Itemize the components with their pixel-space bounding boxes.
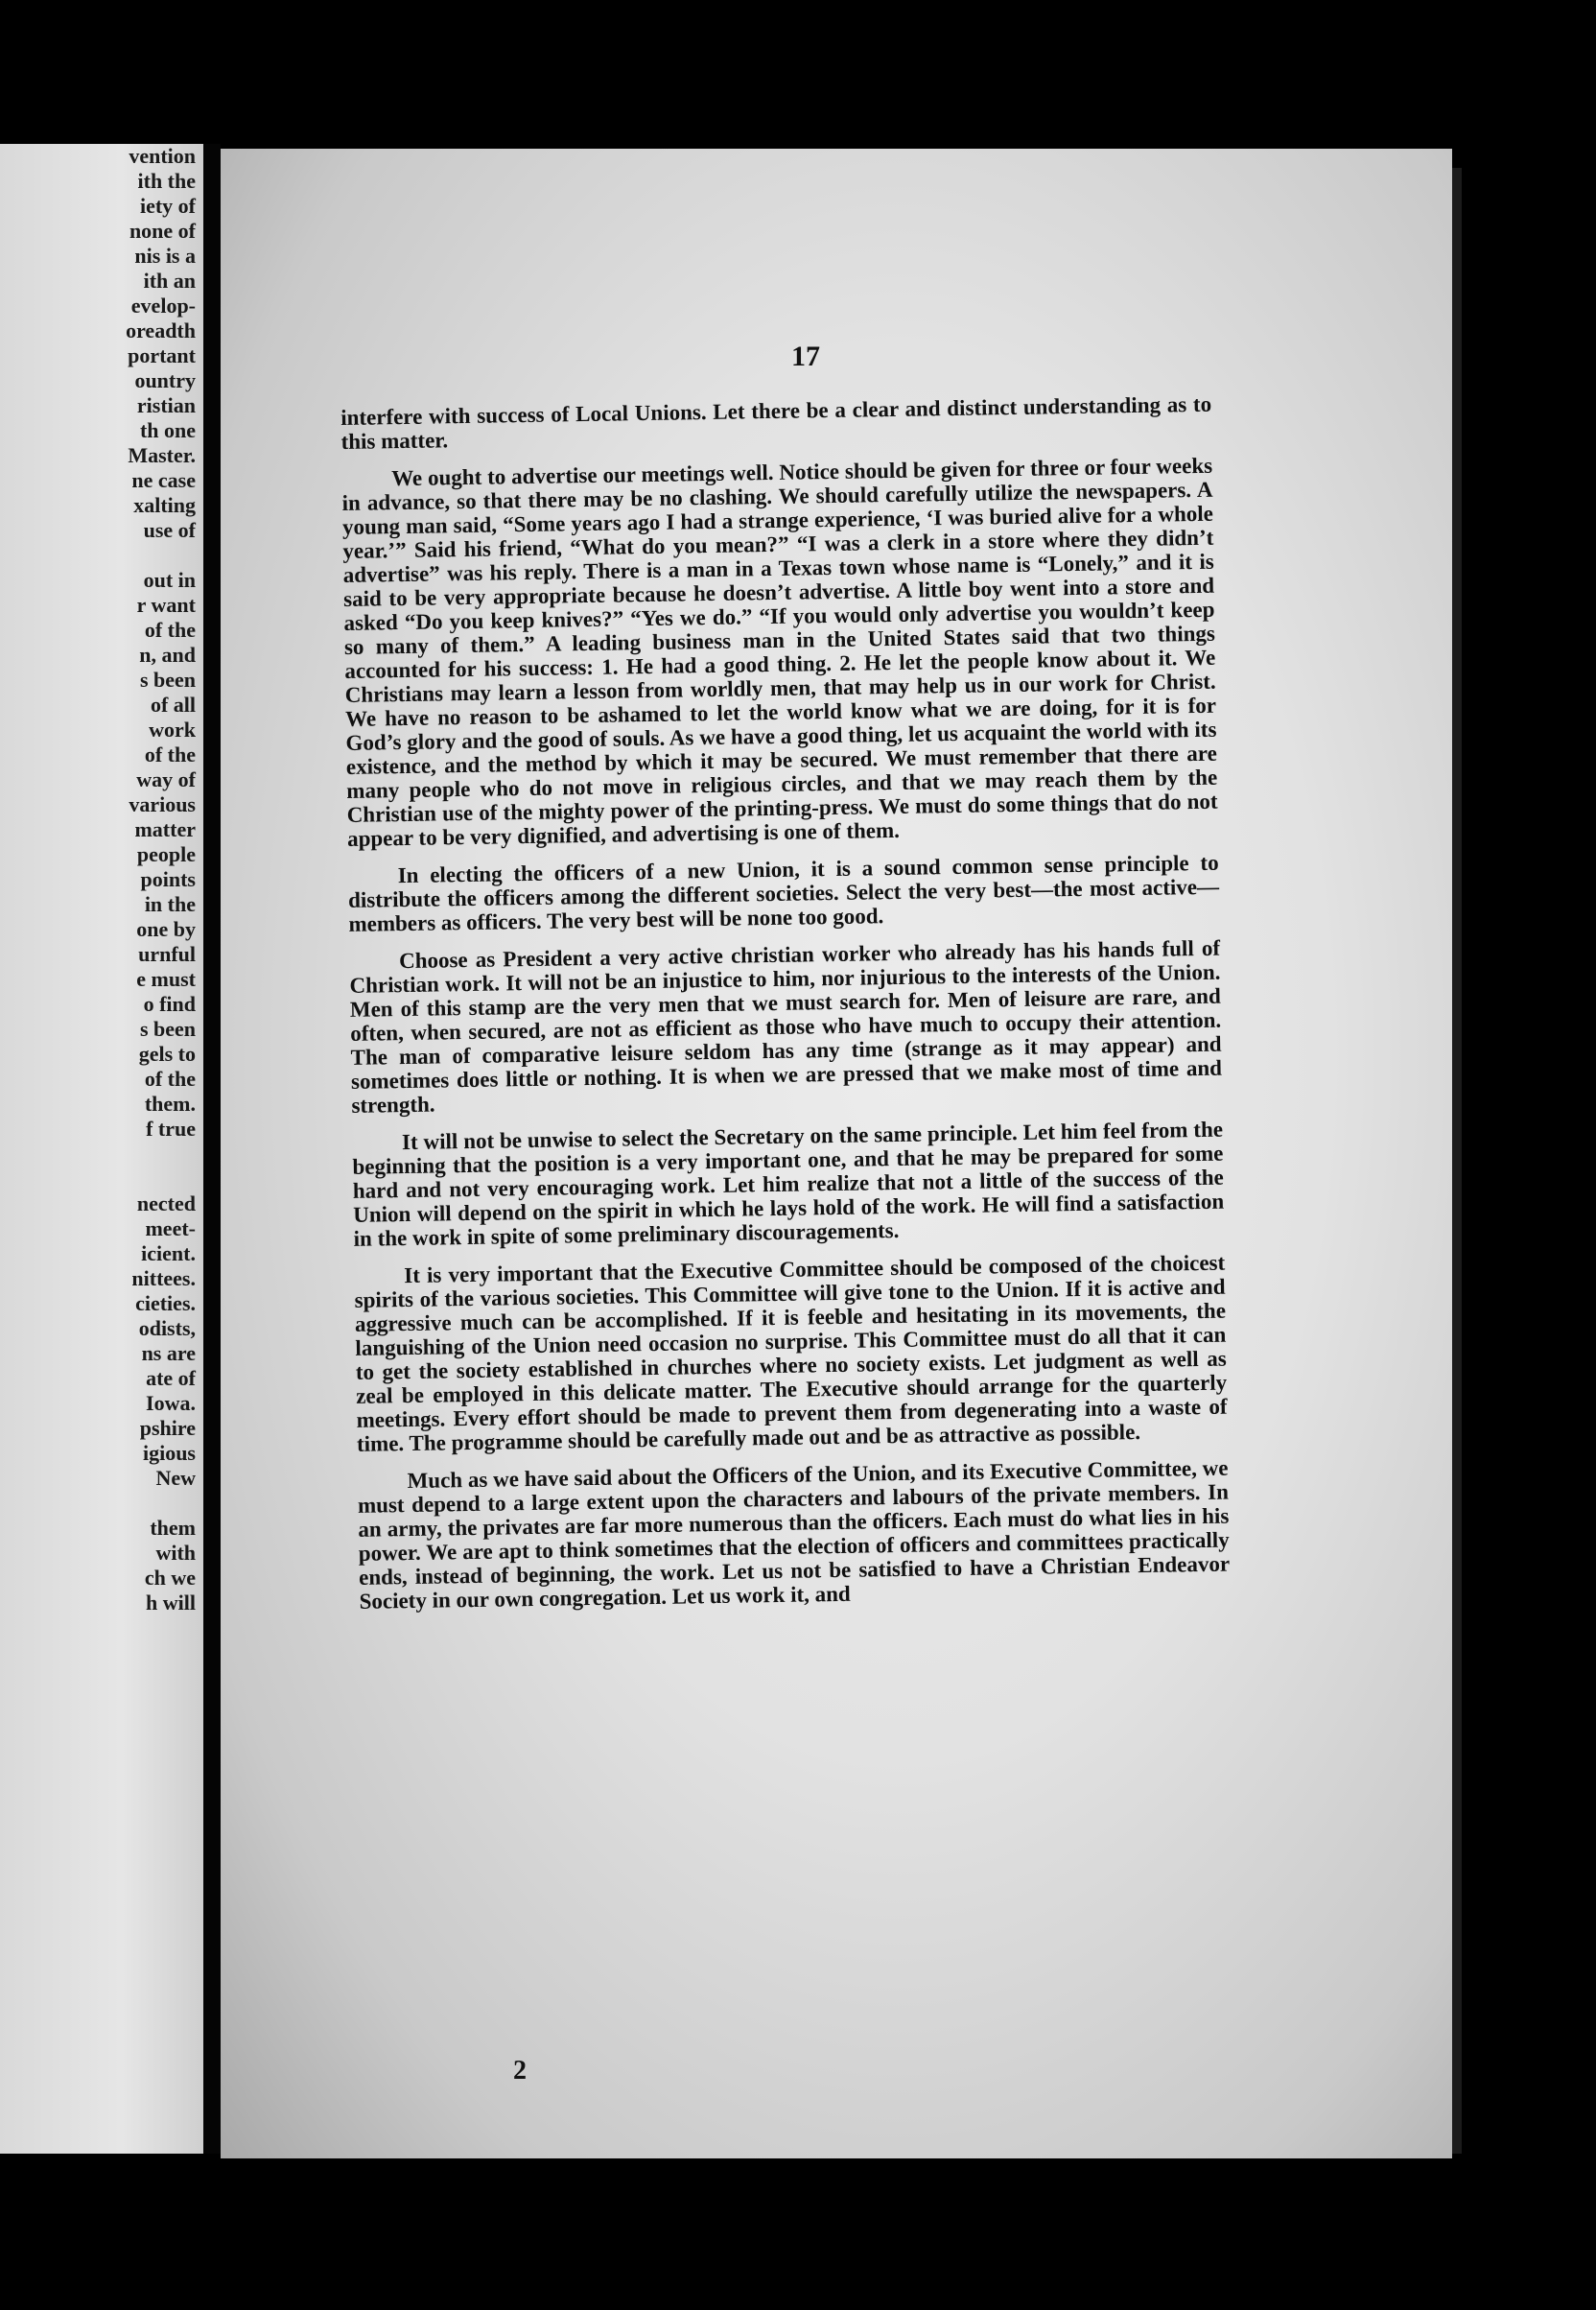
facing-page-line (4, 1491, 196, 1516)
facing-page-line: nittees. (131, 1266, 196, 1290)
facing-page-line: out in (143, 568, 196, 592)
facing-page-line: pshire (139, 1416, 196, 1440)
facing-page-line: h will (146, 1591, 196, 1615)
paragraph: Choose as President a very active christian worker who already has his hands full of Christian work. It will not be an injustice to him, nor injurious to the interests of the Union. Men of this stamp are the very men that we must search for. Men of leisure are rare, and often, when secured, are not as efficient as those who have much to occupy their attention. The man of comparative leisure seldom has any time (strange as it may appear) and sometimes does little or nothing. It is when we are pressed that we make most of time and strength. (349, 935, 1223, 1118)
facing-page-line: ith an (143, 269, 196, 293)
facing-page-line: n, and (139, 643, 196, 667)
document-page (221, 149, 1452, 2158)
facing-page-line: work (149, 718, 196, 742)
page-edge (1452, 168, 1462, 2154)
facing-page-text (4, 144, 196, 1615)
facing-page-line: Master. (128, 443, 196, 467)
facing-page-line: New (155, 1466, 196, 1490)
facing-page-line: nis is a (134, 244, 196, 268)
paragraph: It will not be unwise to select the Secretary on the same principle. Let him feel from the beginning that the position is a very important one, and that he may be prepared for some hard and not very encouraging work. Let him realize that not a little of the success of the Union will depend on the spirit in which he lays hold of the work. He will find a satisfaction in the work in spite of some preliminary discouragements. (352, 1117, 1225, 1251)
facing-page-line: igious (142, 1441, 196, 1465)
facing-page-line: ne case (131, 468, 196, 492)
facing-page-line: meet- (145, 1216, 196, 1240)
facing-page-line: of the (144, 1067, 196, 1091)
facing-page-line: Iowa. (146, 1391, 196, 1415)
facing-page-line: icient. (141, 1241, 196, 1265)
facing-page-line: gels to (138, 1042, 196, 1066)
paragraph: We ought to advertise our meetings well. Notice should be given for three or four weeks in advance, so that there may be no clashing. We should carefully utilize the newspapers. A young man said, “Some years ago I had a strange experience, ‘I was buried alive for a whole year.’” Said his friend, “What do you mean?” “I was a clerk in a store where they didn’t advertise” was his reply. There is a man in a Texas town whose name is “Lonely,” and it is said to be very appropriate because he doesn’t advertise. A little boy went into a store and asked “Do you keep knives?” “Yes we do.” “If you would only advertise you wouldn’t keep so many of them.” A leading business man in the United States said that two things accounted for his success: 1. He had a good thing. 2. He let the people know about it. We Christians may learn a lesson from worldly men, that may help us in our work for Christ. We have no reason to be ashamed to let the world know what we are doing, for it is for God’s glory and the good of souls. As we have a good thing, let us acquaint the world with its existence, and the method by which it may be secured. We must remember that there are many people who do not move in religious circles, and that we may reach them by the Christian use of the mighty power of the printing-press. We must do some things that do not appear to be very dignified, and advertising is one of them. (341, 453, 1218, 851)
facing-page-line: them. (144, 1092, 196, 1116)
signature-mark: 2 (513, 2056, 527, 2086)
facing-page-line: oreadth (126, 318, 196, 342)
paragraph: In electing the officers of a new Union, it is a sound common sense principle to distribute the officers among the different societies. Select the very best—the most active—members as officers. The very best will be none too good. (347, 850, 1220, 936)
body-text (340, 392, 1231, 1627)
facing-page-line: ns are (141, 1341, 196, 1365)
facing-page-fragment (0, 144, 203, 2154)
facing-page-line: f true (146, 1117, 196, 1141)
facing-page-line: vention (129, 144, 196, 168)
paragraph: Much as we have said about the Officers of the Union, and its Executive Committee, we must depend to a large extent upon the characters and labours of the private members. In an army, the privates are far more numerous than the officers. Each must do what lies in his power. We are apt to think sometimes that the election of officers and committees practically ends, instead of beginning, the work. Let us not be satisfied to have a Christian Endeavor Society in our own congregation. Let us work it, and (357, 1455, 1231, 1614)
facing-page-line: th one (139, 418, 196, 442)
facing-page-line: nected (136, 1191, 196, 1215)
facing-page-line: way of (136, 767, 196, 791)
facing-page-line (4, 543, 196, 568)
facing-page-line: them (150, 1516, 196, 1540)
facing-page-line: o find (143, 992, 196, 1016)
facing-page-line: urnful (138, 942, 196, 966)
facing-page-line: ch we (144, 1566, 196, 1590)
facing-page-line: portant (128, 343, 196, 367)
facing-page-line: odists, (138, 1316, 196, 1340)
facing-page-line: with (155, 1541, 196, 1565)
facing-page-line: e must (136, 967, 196, 991)
page-number: 17 (791, 341, 820, 372)
facing-page-line: one by (136, 917, 196, 941)
facing-page-line: ith the (137, 169, 196, 193)
binding-gutter (203, 144, 221, 2154)
facing-page-line: people (136, 842, 196, 866)
facing-page-line: none of (129, 219, 196, 243)
facing-page-line: various (129, 792, 196, 816)
facing-page-line: cieties. (135, 1291, 196, 1315)
facing-page-line: of all (150, 693, 196, 717)
facing-page-line: xalting (133, 493, 196, 517)
facing-page-line: of the (144, 742, 196, 766)
paragraph: interfere with success of Local Unions. Let there be a clear and distinct understanding as to this matter. (340, 391, 1212, 454)
facing-page-line: in the (144, 892, 196, 916)
facing-page-line: use of (143, 518, 196, 542)
facing-page-line: evelop- (130, 294, 196, 318)
facing-page-line (4, 1142, 196, 1167)
facing-page-line (4, 1167, 196, 1191)
facing-page-line: of the (144, 618, 196, 642)
facing-page-line: r want (136, 593, 196, 617)
facing-page-line: s been (139, 668, 196, 692)
facing-page-line: iety of (139, 194, 196, 218)
facing-page-line: ountry (134, 368, 196, 392)
facing-page-line: ristian (136, 393, 196, 417)
facing-page-line: points (140, 867, 196, 891)
facing-page-line: ate of (146, 1366, 196, 1390)
paragraph: It is very important that the Executive Committee should be composed of the choicest spirits of the various societies. This Committee will give tone to the Union. If it is active and aggressive much can be accomplished. If it is feeble and hesitating in its movements, the languishing of the Union need occasion no surprise. This Committee must do all that it can to get the society established in churches where no society exists. Let judgment as well as zeal be employed in this delicate matter. The Executive should arrange for the quarterly meetings. Every effort should be made to prevent them from degenerating into a waste of time. The programme should be carefully made out and be as attractive as possible. (354, 1250, 1228, 1456)
facing-page-line: matter (134, 817, 196, 841)
facing-page-line: s been (139, 1017, 196, 1041)
